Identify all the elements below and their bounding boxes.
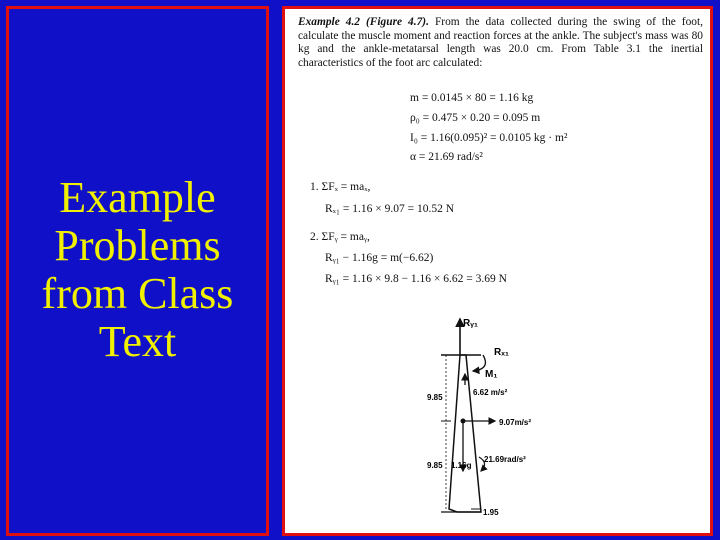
free-body-diagram: [285, 9, 710, 533]
step1-equation: 1. ΣFₓ = maₓ,: [310, 181, 371, 193]
step2-result: Rᵧ₁ = 1.16 × 9.8 − 1.16 × 6.62 = 3.69 N: [325, 273, 507, 285]
title-line: from Class: [41, 269, 234, 318]
m1-moment-arrow: [473, 355, 485, 371]
example-heading: Example 4.2 (Figure 4.7).: [298, 16, 429, 28]
weight-label: 1.16g: [451, 461, 472, 470]
m1-label: M₁: [485, 369, 498, 380]
given-mass: m = 0.0145 × 80 = 1.16 kg: [410, 92, 534, 104]
ry1-label: Rᵧ₁: [463, 318, 478, 329]
bottom-dimension-label: 1.95: [483, 508, 499, 517]
slide-title: [9, 174, 266, 366]
given-rho: ρ₀ = 0.475 × 0.20 = 0.095 m: [410, 112, 541, 124]
example-intro-text: From the data collected during the swing of the foot, calculate the muscle moment and reaction forces at the ankle. The subject's mass was 80 kg and the ankle-metatarsal length was 20.0 cm. From Table 3.1 the inertial characteristics of the foot arc calculated:: [298, 16, 704, 69]
ax-label: 9.07m/s²: [499, 418, 532, 427]
dimension-label: 9.85: [427, 461, 443, 470]
step1-result: Rₓ₁ = 1.16 × 9.07 = 10.52 N: [325, 203, 455, 215]
given-inertia: I₀ = 1.16(0.095)² = 0.0105 kg · m²: [410, 132, 568, 144]
dimension-label: 9.85: [427, 393, 443, 402]
title-line: Example: [59, 173, 216, 222]
step2-equation: 2. ΣFᵧ = maᵧ,: [310, 231, 370, 243]
alpha-label: 21.69rad/s²: [484, 455, 526, 464]
rx1-label: Rₓ₁: [494, 347, 510, 358]
textbook-page: [285, 9, 710, 533]
step2-substitution: Rᵧ₁ − 1.16g = m(−6.62): [325, 252, 434, 264]
title-line: Text: [98, 317, 177, 366]
title-line: Problems: [54, 221, 221, 270]
left-panel: [6, 6, 269, 536]
ay-label: 6.62 m/s²: [473, 388, 508, 397]
given-alpha: α = 21.69 rad/s²: [410, 151, 483, 163]
textbook-scan-panel: [282, 6, 713, 536]
